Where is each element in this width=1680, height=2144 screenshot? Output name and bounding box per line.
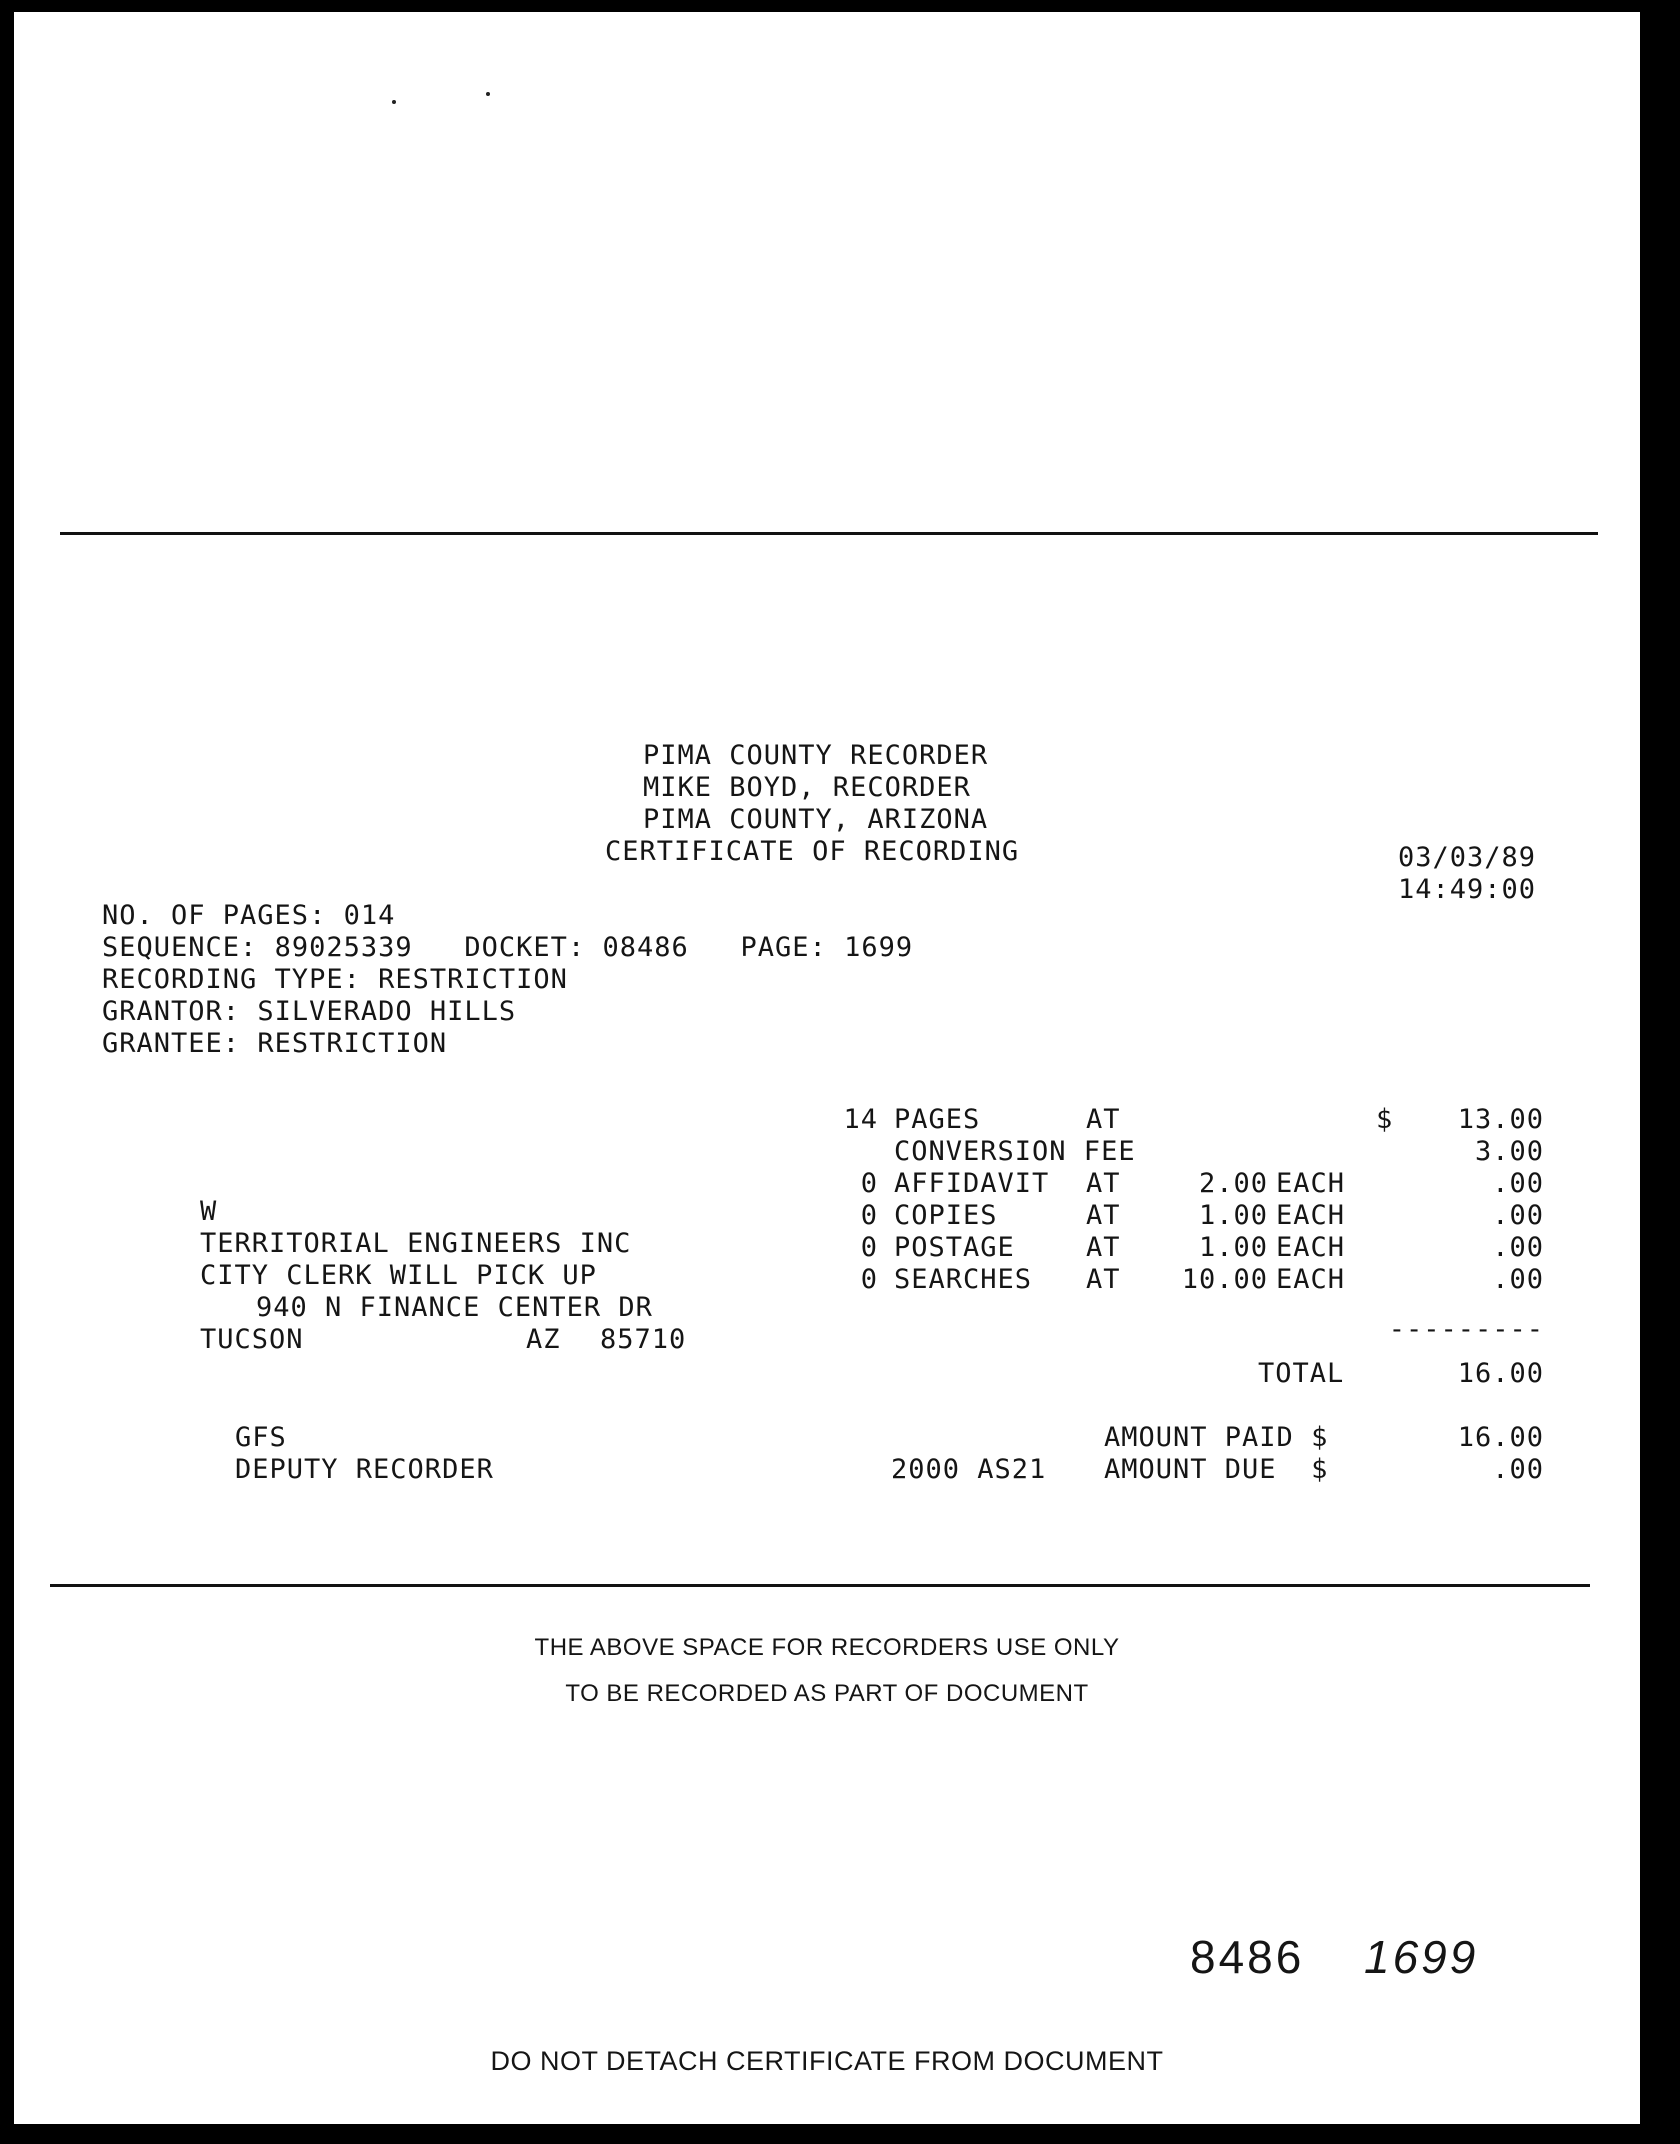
amount-due-value: .00 [1492, 1454, 1544, 1485]
fee-qty: 0 [860, 1168, 878, 1199]
document-page [14, 12, 1640, 2124]
total-value: 16.00 [1457, 1358, 1544, 1389]
office-name: PIMA COUNTY RECORDER [643, 740, 989, 771]
fee-desc: CONVERSION FEE [894, 1136, 1136, 1167]
address-state: AZ [526, 1324, 561, 1355]
pages-line [102, 900, 395, 932]
clerk-initials: GFS [235, 1422, 287, 1453]
grantee-line [102, 1028, 447, 1060]
handwritten-page: 1699 [1364, 1931, 1479, 1983]
sequence-line [102, 932, 913, 964]
fee-amount: .00 [1492, 1264, 1544, 1295]
pages-value: 014 [343, 900, 396, 931]
fee-each: EACH [1276, 1168, 1346, 1199]
docket-value: 08486 [602, 932, 689, 963]
bottom-rule [50, 1584, 1590, 1587]
fee-qty: 0 [860, 1200, 878, 1231]
recorder-name: MIKE BOYD, RECORDER [643, 772, 971, 803]
recording-type-value: RESTRICTION [378, 964, 568, 995]
fee-each: EACH [1276, 1232, 1346, 1263]
fee-at: AT [1086, 1232, 1121, 1263]
grantor-value: SILVERADO HILLS [257, 996, 517, 1027]
fee-dollar: $ [1376, 1104, 1394, 1135]
fee-rate: 1.00 [1198, 1200, 1268, 1231]
fee-amount: .00 [1492, 1200, 1544, 1231]
address-zip: 85710 [600, 1324, 687, 1355]
address-name: TERRITORIAL ENGINEERS INC [200, 1228, 632, 1259]
address-city: TUCSON [200, 1324, 304, 1355]
fee-at: AT [1086, 1104, 1121, 1135]
address-note: CITY CLERK WILL PICK UP [200, 1260, 597, 1291]
fee-at: AT [1086, 1200, 1121, 1231]
address-code: W [200, 1196, 218, 1227]
total-label: TOTAL [1258, 1358, 1345, 1389]
fee-amount: .00 [1492, 1168, 1544, 1199]
fee-qty: 0 [860, 1264, 878, 1295]
grantee-value: RESTRICTION [257, 1028, 448, 1059]
fee-at: AT [1086, 1168, 1121, 1199]
fee-amount: 13.00 [1457, 1104, 1544, 1135]
fee-qty: 14 [843, 1104, 878, 1135]
recorder-use-note: THE ABOVE SPACE FOR RECORDERS USE ONLY [534, 1634, 1120, 1661]
recording-type-line [102, 964, 568, 996]
handwritten-docket: 8486 [1190, 1931, 1305, 1983]
grantee-label: GRANTEE: [102, 1028, 241, 1059]
recording-type-label: RECORDING TYPE: [102, 964, 361, 995]
detach-warning: DO NOT DETACH CERTIFICATE FROM DOCUMENT [490, 2046, 1164, 2076]
fee-rate: 2.00 [1198, 1168, 1268, 1199]
certificate-title: CERTIFICATE OF RECORDING [605, 836, 1020, 867]
speck [392, 100, 396, 104]
register-code: 2000 AS21 [891, 1454, 1047, 1485]
sequence-label: SEQUENCE: [102, 932, 258, 963]
fee-desc: SEARCHES [894, 1264, 1033, 1295]
county-state: PIMA COUNTY, ARIZONA [643, 804, 989, 835]
pages-label: NO. OF PAGES: [102, 900, 327, 931]
fee-rate: 10.00 [1181, 1264, 1268, 1295]
amount-paid-value: 16.00 [1457, 1422, 1544, 1453]
record-part-note: TO BE RECORDED AS PART OF DOCUMENT [565, 1680, 1089, 1707]
page-value: 1699 [844, 932, 914, 963]
top-rule [60, 532, 1598, 535]
clerk-title: DEPUTY RECORDER [235, 1454, 494, 1485]
fee-amount: 3.00 [1474, 1136, 1544, 1167]
record-date: 03/03/89 [1398, 842, 1537, 873]
total-divider: --------- [1388, 1314, 1544, 1345]
fee-qty: 0 [860, 1232, 878, 1263]
fee-each: EACH [1276, 1264, 1346, 1295]
speck [486, 92, 490, 96]
page-label: PAGE: [740, 932, 827, 963]
grantor-label: GRANTOR: [102, 996, 241, 1027]
amount-due-label: AMOUNT DUE $ [1104, 1454, 1329, 1485]
sequence-value: 89025339 [274, 932, 413, 963]
fee-desc: AFFIDAVIT [894, 1168, 1050, 1199]
address-street: 940 N FINANCE CENTER DR [256, 1292, 653, 1323]
fee-desc: POSTAGE [894, 1232, 1015, 1263]
amount-paid-label: AMOUNT PAID $ [1104, 1422, 1329, 1453]
grantor-line [102, 996, 516, 1028]
fee-amount: .00 [1492, 1232, 1544, 1263]
docket-label: DOCKET: [464, 932, 586, 963]
fee-desc: PAGES [894, 1104, 981, 1135]
fee-desc: COPIES [894, 1200, 998, 1231]
record-time: 14:49:00 [1398, 874, 1537, 905]
fee-each: EACH [1276, 1200, 1346, 1231]
fee-rate: 1.00 [1198, 1232, 1268, 1263]
fee-at: AT [1086, 1264, 1121, 1295]
